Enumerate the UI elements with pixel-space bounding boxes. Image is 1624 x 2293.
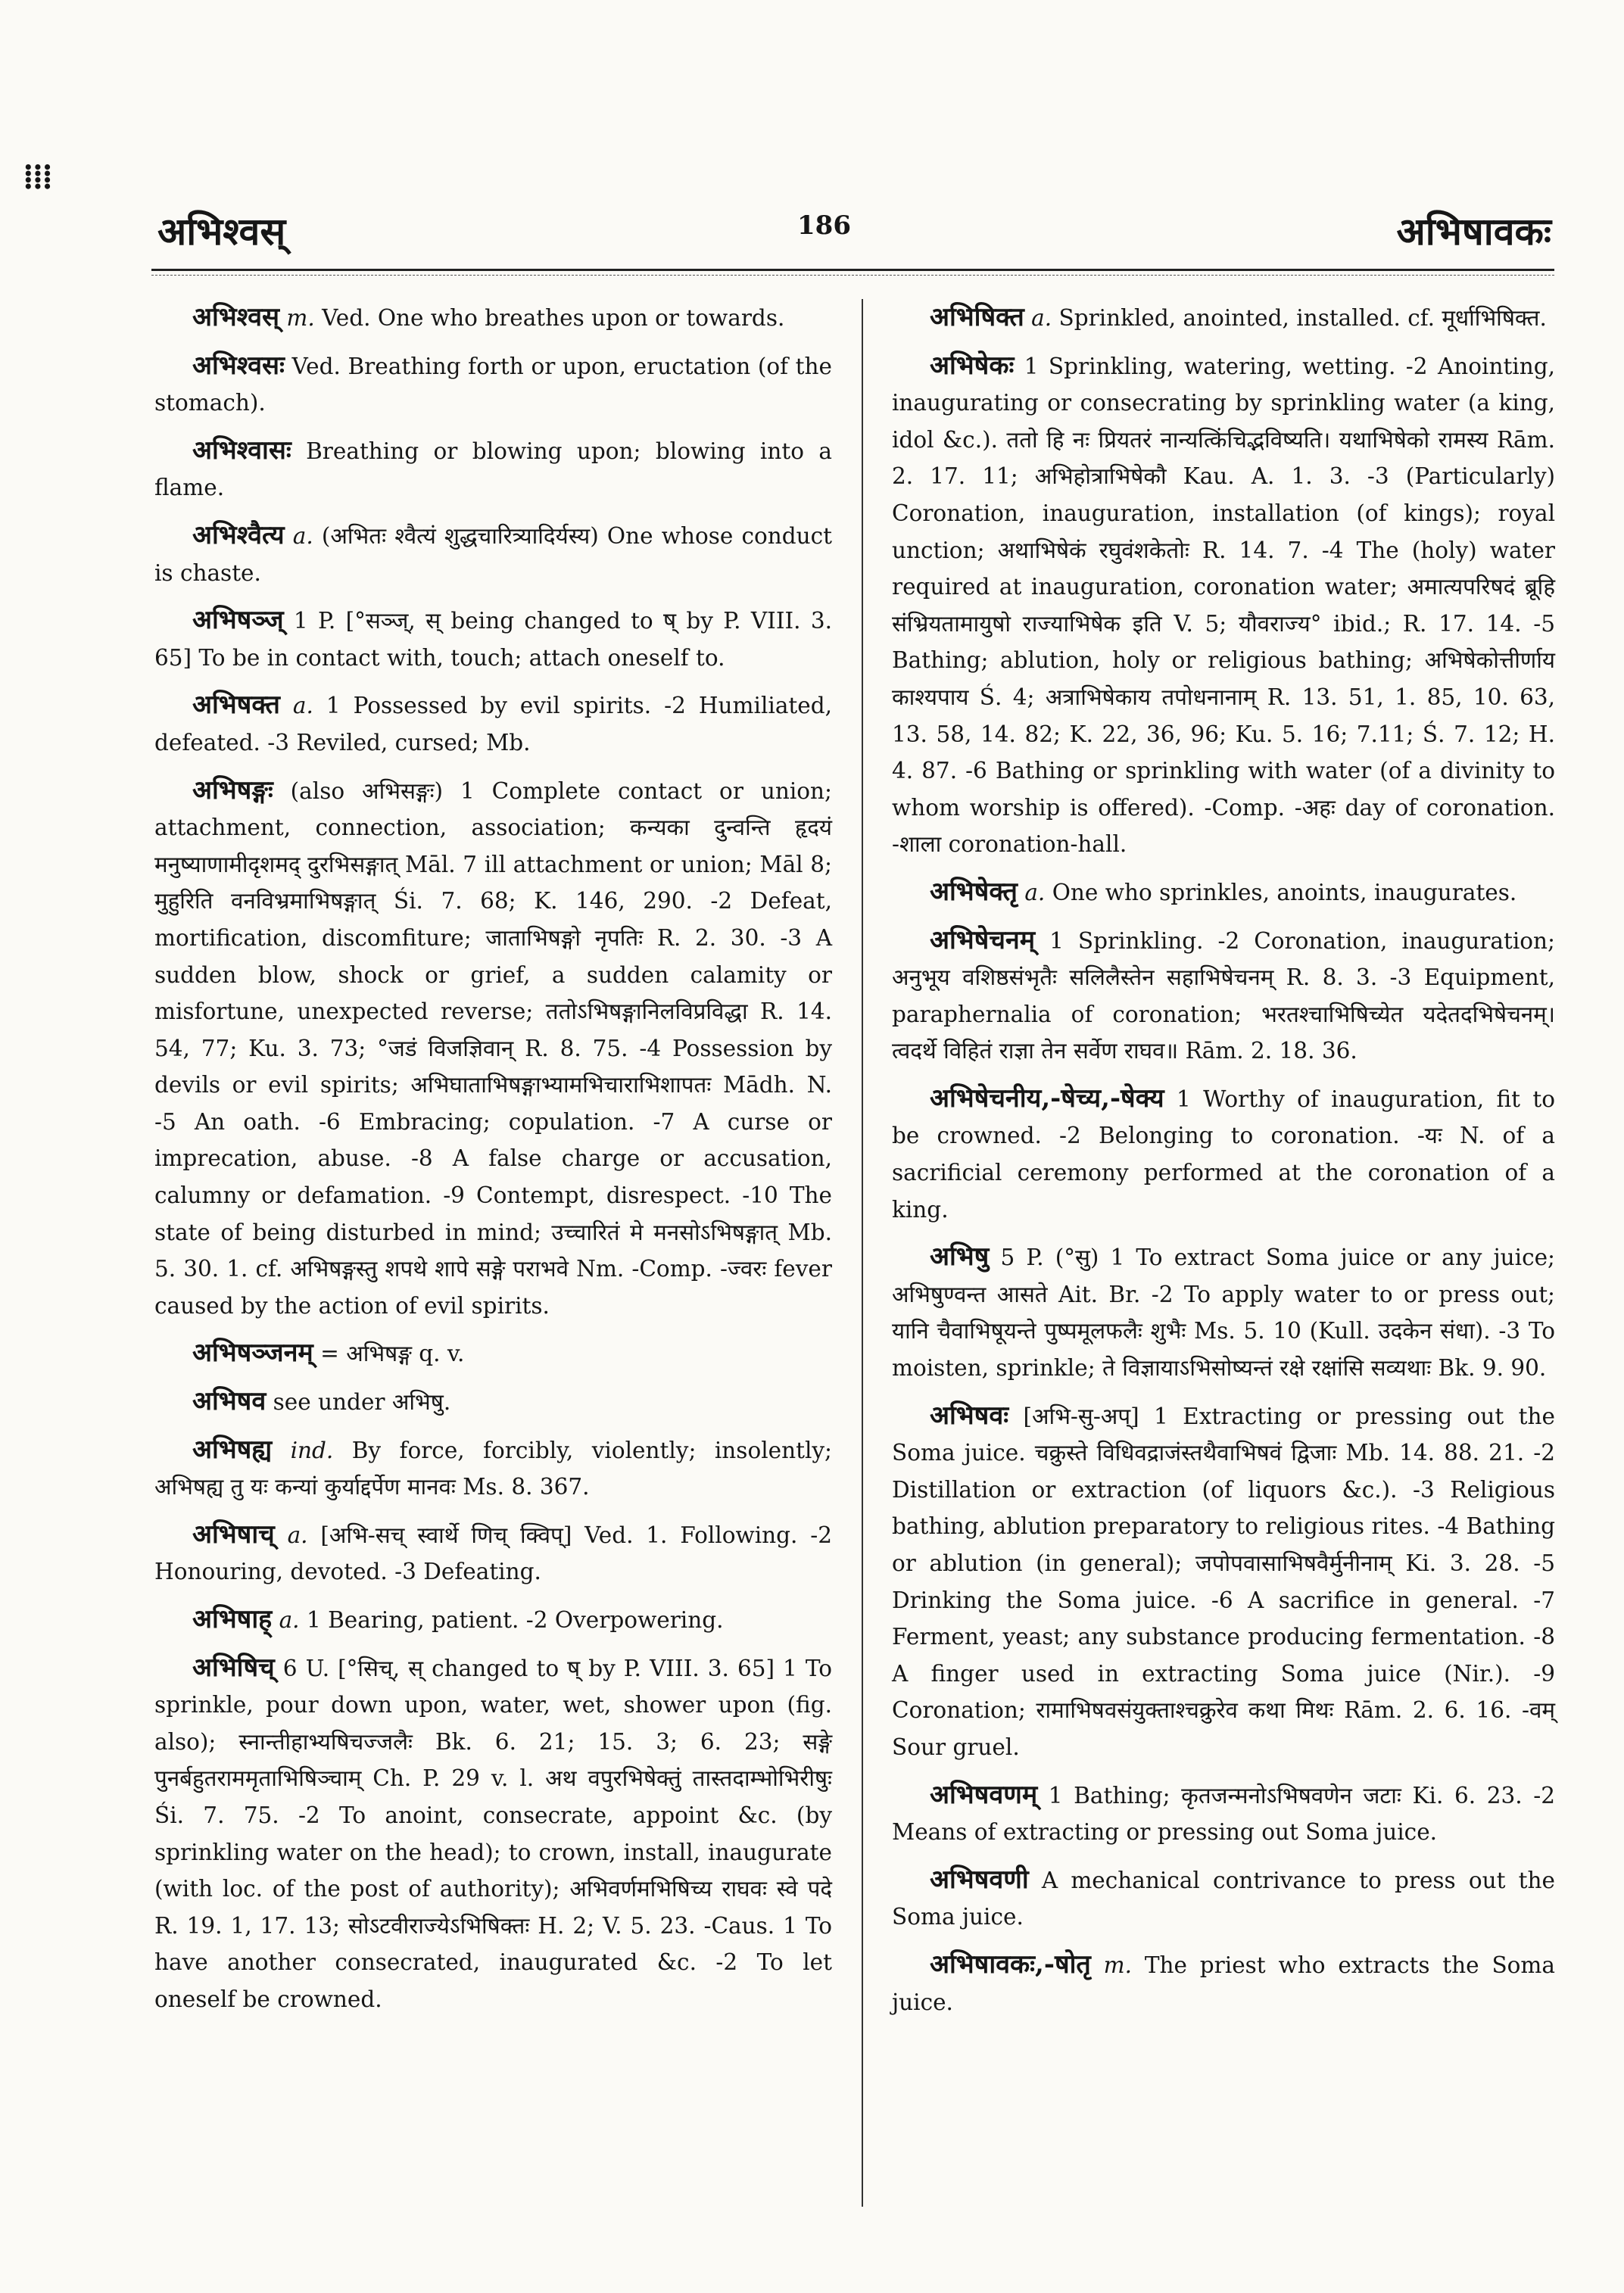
entry-headword: अभिषङ्गः xyxy=(192,774,273,805)
entry-grammar: m. xyxy=(286,305,315,331)
dictionary-entry xyxy=(892,1397,1555,1766)
dictionary-entry xyxy=(154,1601,832,1639)
entry-headword: अभिश्वैत्य xyxy=(192,519,285,550)
entry-headword: अभिषु xyxy=(930,1242,990,1273)
dictionary-entry xyxy=(892,1238,1555,1386)
dictionary-entry xyxy=(154,1383,832,1421)
entry-definition: Ved. Breathing forth or upon, eructation (of the stomach). xyxy=(154,353,832,416)
dictionary-entry xyxy=(154,517,832,591)
entry-definition: 5 P. (°सु) 1 To extract Soma juice or any juice; अभिषुण्वन्त आसते Ait. Br. -2 To apply water to or press out; यानि चैवाभिषूयन्ते पुष्पमूलफलैः शुभैः Ms. 5. 10 (Kull. उदकेन संधा). -3 To moisten, sprinkle; ते विज्ञायाऽभिसोष्यन्तं रक्षे रक्षांसि सव्यथाः Bk. 9. 90. xyxy=(892,1245,1555,1382)
entry-headword: अभिश्वासः xyxy=(192,435,291,466)
column-divider xyxy=(862,299,863,2207)
dictionary-entry xyxy=(892,874,1555,911)
dictionary-entry xyxy=(892,1080,1555,1228)
dictionary-entry xyxy=(892,1946,1555,2020)
dictionary-entry xyxy=(154,1335,832,1372)
dictionary-entry xyxy=(892,1862,1555,1936)
dictionary-entry xyxy=(892,299,1555,337)
entry-grammar: a. xyxy=(287,1522,308,1548)
entry-definition: see under अभिषु. xyxy=(266,1389,451,1416)
dictionary-entry xyxy=(892,1777,1555,1851)
right-column xyxy=(892,299,1555,2031)
entry-headword: अभिषह्य xyxy=(192,1434,273,1465)
entry-grammar: a. xyxy=(279,1607,300,1633)
entry-definition: Ved. One who breathes upon or towards. xyxy=(314,305,785,331)
entry-headword: अभिषक्त xyxy=(192,690,280,721)
header-left-guideword: अभिश्वस् xyxy=(157,209,286,254)
entry-headword: अभिषिच् xyxy=(192,1652,275,1683)
entry-definition: 1 Bathing; कृतजन्मनोऽभिषवणेन जटाः Ki. 6. 23. -2 Means of extracting or pressing out Soma juice. xyxy=(892,1782,1555,1846)
entry-definition: (also अभिसङ्गः) 1 Complete contact or union; attachment, connection, association; कन्यका दुन्वन्ति हृदयं मनुष्याणामीदृशमद् दुरभिसङ्गात् Māl. 7 ill attachment or union; Māl 8; मुहुरिति वनविभ्रमाभिषङ्गात् Śi. 7. 68; K. 146, 290. -2 Defeat, mortification, discomfiture; जाताभिषङ्गो नृपतिः R. 2. 30. -3 A sudden blow, shock or grief, a sudden calamity or misfortune, unexpected reverse; ततोऽभिषङ्गानिलविप्रविद्धा R. 14. 54, 77; Ku. 3. 73; °जडं विजज्ञिवान् R. 8. 75. -4 Possession by devils or evil spirits; अभिघाताभिषङ्गाभ्यामभिचाराभिशापतः Mādh. N. -5 An oath. -6 Embracing; copulation. -7 A curse or imprecation, abuse. -8 A false charge or accusation, calumny or defamation. -9 Contempt, disrespect. -10 The state of being disturbed in mind; उच्चारितं मे मनसोऽभिषङ्गात् Mb. 5. 30. 1. cf. अभिषङ्गस्तु शपथे शापे सङ्गे पराभवे Nm. -Comp. -ज्वरः fever caused by the action of evil spirits. xyxy=(154,777,832,1319)
entry-headword: अभिषिक्त xyxy=(930,302,1024,332)
page-number: 186 xyxy=(797,210,851,241)
entry-headword: अभिश्वस् xyxy=(192,302,280,332)
entry-definition: 1 Sprinkling, watering, wetting. -2 Anointing, inaugurating or consecrating by sprinkling water (a king, idol &c.). ततो हि नः प्रियतरं नान्यत्किंचिद्भविष्यति। यथाभिषेको रामस्य Rām. 2. 17. 11; अभिहोत्राभिषेकौ Kau. A. 1. 3. -3 (Particularly) Coronation, inauguration, installation (of kings); royal unction; अथाभिषेकं रघुवंशकेतोः R. 14. 7. -4 The (holy) water required at inauguration, coronation water; अमात्यपरिषदं ब्रूहि संभ्रियतामायुषो राज्याभिषेक इति V. 5; यौवराज्य° ibid.; R. 17. 14. -5 Bathing; ablution, holy or religious bathing; अभिषेकोत्तीर्णाय काश्यपाय Ś. 4; अत्राभिषेकाय तपोधनानाम् R. 13. 51, 1. 85, 10. 63, 13. 58, 14. 82; K. 22, 36, 96; Ku. 5. 16; 7.11; Ś. 7. 12; H. 4. 87. -6 Bathing or sprinkling with water (of a divinity to whom worship is offered). -Comp. -अहः day of coronation. -शाला coronation-hall. xyxy=(892,353,1555,858)
dictionary-entry xyxy=(154,299,832,337)
dictionary-entry xyxy=(892,347,1555,863)
entry-definition: The priest who extracts the Soma juice. xyxy=(892,1952,1555,2015)
entry-headword: अभिषेक्तृ xyxy=(930,876,1018,907)
entry-headword: अभिषञ्ज् xyxy=(192,605,284,636)
entry-grammar: m. xyxy=(1103,1952,1132,1978)
dictionary-entry xyxy=(154,1516,832,1590)
dictionary-entry xyxy=(154,347,832,422)
dictionary-entry xyxy=(154,1650,832,2018)
entry-grammar: a. xyxy=(1031,305,1052,331)
entry-definition: Breathing or blowing upon; blowing into a flame. xyxy=(154,438,832,501)
entry-headword: अभिषावकः,-षोतृ xyxy=(930,1949,1091,1980)
left-column xyxy=(154,299,832,2029)
entry-definition: 6 U. [°सिच्, स् changed to ष् by P. VIII. 3. 65] 1 To sprinkle, pour down upon, water, wet, shower upon (fig. also); स्नान्तीहाभ्यषिचज्जलैः Bk. 6. 21; 15. 3; 6. 23; सङ्गे पुनर्बहुतराममृताभिषिञ्चाम् Ch. P. 29 v. l. अथ वपुरभिषेक्तुं तास्तदाम्भोभिरीषुः Śi. 7. 75. -2 To anoint, consecrate, appoint &c. (by sprinkling water on the head); to crown, install, inaugurate (with loc. of the post of authority); अभिवर्णमभिषिच्य राघवः स्वे पदे R. 19. 1, 17. 13; सोऽटवीराज्येऽभिषिक्तः H. 2; V. 5. 23. -Caus. 1 To have another consecrated, inaugurated &c. -2 To let oneself be crowned. xyxy=(154,1655,832,2012)
header-rule-dashed xyxy=(151,275,1554,276)
entry-definition: 1 Possessed by evil spirits. -2 Humiliated, defeated. -3 Reviled, cursed; Mb. xyxy=(154,693,832,756)
entry-grammar: a. xyxy=(292,522,313,549)
dictionary-entry xyxy=(154,1432,832,1506)
entry-definition: 1 Sprinkling. -2 Coronation, inauguration; अनुभूय वशिष्ठसंभृतैः सलिलैस्तेन सहाभिषेचनम् R. 8. 3. -3 Equipment, paraphernalia of coronation; भरतश्चाभिषिच्येत यदेतदभिषेचनम्। त्वदर्थे विहितं राज्ञा तेन सर्वेण राघव॥ Rām. 2. 18. 36. xyxy=(892,927,1555,1064)
entry-headword: अभिषवः xyxy=(930,1400,1009,1431)
margin-mark: ⁞⁞⁞ xyxy=(23,157,51,196)
dictionary-entry xyxy=(154,602,832,676)
entry-definition: 1 Bearing, patient. -2 Overpowering. xyxy=(299,1607,724,1633)
dictionary-entry xyxy=(892,922,1555,1070)
entry-definition: 1 Worthy of inauguration, fit to be crowned. -2 Belonging to coronation. -यः N. of a sacrificial ceremony performed at the coronation of a king. xyxy=(892,1086,1555,1223)
entry-definition: By force, forcibly, violently; insolently; अभिषह्य तु यः कन्यां कुर्याद्दर्पेण मानवः Ms. 8. 367. xyxy=(154,1437,832,1500)
entry-headword: अभिषवणी xyxy=(930,1864,1029,1895)
entry-definition: [अभि-सु-अप्] 1 Extracting or pressing out the Soma juice. चक्रुस्ते विधिवद्राजंस्तथैवाभिषवं द्विजाः Mb. 14. 88. 21. -2 Distillation or extraction (of liquors &c.). -3 Religious bathing, ablution preparatory to religious rites. -4 Bathing or ablution (in general); जपोपवासाभिषवैर्मुनीनाम् Ki. 3. 28. -5 Drinking the Soma juice. -6 A sacrifice in general. -7 Ferment, yeast; any substance producing fermentation. -8 A finger used in extracting Soma juice (Nir.). -9 Coronation; रामाभिषवसंयुक्ताश्चक्रुरेव कथा मिथः Rām. 2. 6. 16. -वम् Sour gruel. xyxy=(892,1403,1555,1760)
entry-headword: अभिषेचनीय,-षेच्य,-षेक्य xyxy=(930,1083,1164,1114)
entry-headword: अभिश्वसः xyxy=(192,350,285,381)
entry-definition: One who sprinkles, anoints, inaugurates. xyxy=(1045,879,1517,905)
entry-grammar: a. xyxy=(292,693,313,719)
dictionary-entry xyxy=(154,432,832,506)
dictionary-entry xyxy=(154,772,832,1325)
entry-definition: [अभि-सच् स्वार्थे णिच् क्विप्] Ved. 1. Following. -2 Honouring, devoted. -3 Defeating. xyxy=(154,1522,832,1585)
entry-headword: अभिषेचनम् xyxy=(930,924,1036,955)
running-header xyxy=(157,204,1551,257)
header-rule xyxy=(151,269,1554,271)
entry-headword: अभिषव xyxy=(192,1386,267,1417)
entry-definition: Sprinkled, anointed, installed. cf. मूर्धाभिषिक्त. xyxy=(1052,305,1547,331)
entry-headword: अभिषाह् xyxy=(192,1604,273,1634)
entry-definition: = अभिषङ्ग q. v. xyxy=(313,1341,465,1367)
entry-definition: A mechanical contrivance to press out the Soma juice. xyxy=(892,1867,1555,1930)
entry-grammar: a. xyxy=(1024,879,1046,905)
entry-headword: अभिषञ्जनम् xyxy=(192,1338,313,1369)
header-right-guideword: अभिषावकः xyxy=(1396,209,1551,254)
entry-definition: (अभितः श्वैत्यं शुद्धचारित्र्यादिर्यस्य) One whose conduct is chaste. xyxy=(154,522,832,586)
entry-headword: अभिषाच् xyxy=(192,1519,275,1550)
dictionary-entry xyxy=(154,687,832,761)
entry-headword: अभिषवणम् xyxy=(930,1779,1038,1810)
entry-grammar: ind. xyxy=(290,1437,334,1463)
entry-definition: 1 P. [°सञ्ज्, स् being changed to ष् by P. VIII. 3. 65] To be in contact with, touch; attach oneself to. xyxy=(154,608,832,671)
entry-headword: अभिषेकः xyxy=(930,350,1015,381)
